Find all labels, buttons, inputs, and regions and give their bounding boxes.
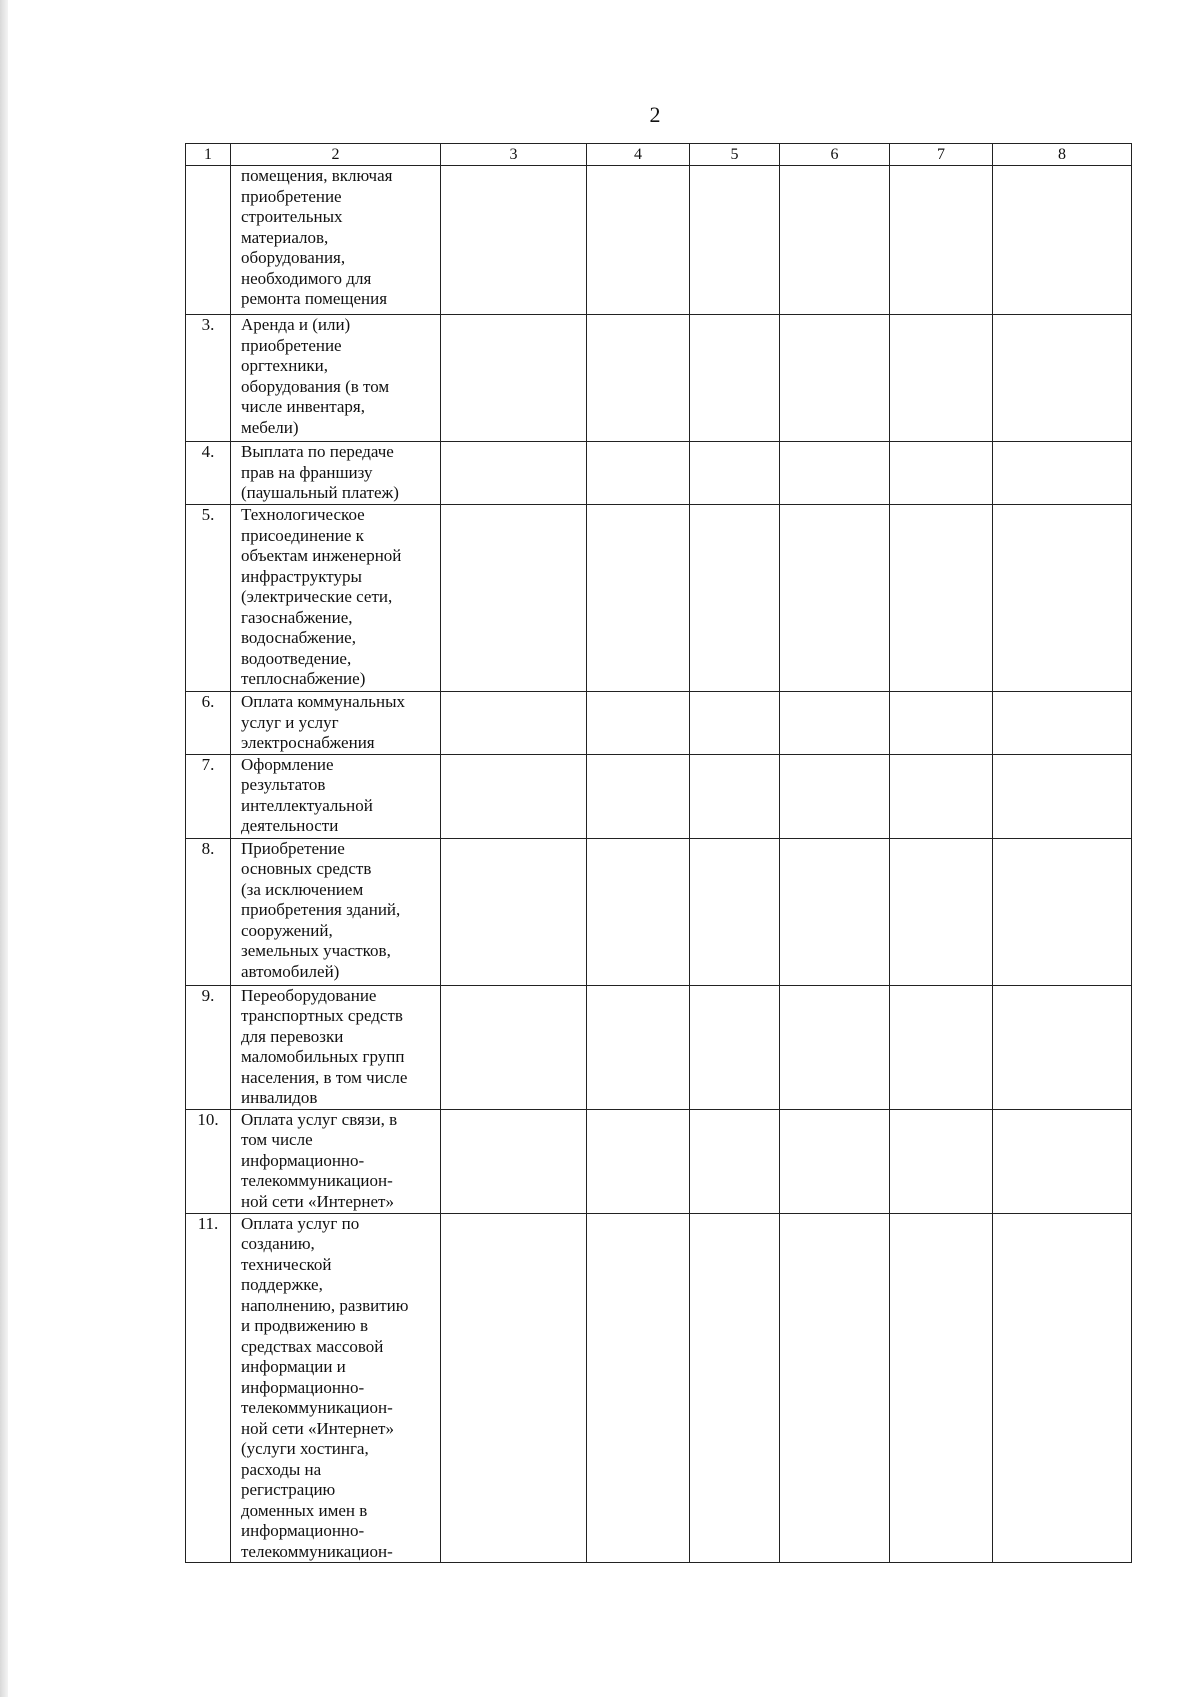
empty-cell bbox=[993, 442, 1132, 505]
empty-cell bbox=[780, 692, 890, 755]
empty-cell bbox=[690, 166, 780, 315]
table-row bbox=[186, 315, 1132, 442]
column-number-cell: 6 bbox=[780, 144, 890, 166]
row-description: Аренда и (или) приобретение оргтехники, оборудования (в том числе инвентаря, мебели) bbox=[231, 315, 441, 442]
empty-cell bbox=[993, 1213, 1132, 1563]
row-number: 5. bbox=[186, 505, 231, 692]
empty-cell bbox=[587, 442, 690, 505]
row-description: Оплата коммунальных услуг и услуг электроснабжения bbox=[231, 692, 441, 755]
empty-cell bbox=[587, 754, 690, 838]
table-row bbox=[186, 505, 1132, 692]
empty-cell bbox=[890, 442, 993, 505]
empty-cell bbox=[690, 692, 780, 755]
row-number: 7. bbox=[186, 754, 231, 838]
column-number-cell: 8 bbox=[993, 144, 1132, 166]
table-row bbox=[186, 1213, 1132, 1563]
page-number: 2 bbox=[649, 102, 661, 127]
empty-cell bbox=[780, 1213, 890, 1563]
empty-cell bbox=[890, 985, 993, 1109]
column-number-cell: 7 bbox=[890, 144, 993, 166]
row-number: 9. bbox=[186, 985, 231, 1109]
empty-cell bbox=[587, 1109, 690, 1213]
empty-cell bbox=[780, 1109, 890, 1213]
empty-cell bbox=[690, 442, 780, 505]
column-number-cell: 2 bbox=[231, 144, 441, 166]
row-description: Приобретение основных средств (за исключением приобретения зданий, сооружений, земельных участков, автомобилей) bbox=[231, 838, 441, 985]
empty-cell bbox=[587, 838, 690, 985]
empty-cell bbox=[441, 315, 587, 442]
row-number bbox=[186, 166, 231, 315]
empty-cell bbox=[780, 166, 890, 315]
row-number: 11. bbox=[186, 1213, 231, 1563]
empty-cell bbox=[690, 315, 780, 442]
scan-left-edge bbox=[0, 0, 8, 1697]
empty-cell bbox=[890, 1213, 993, 1563]
empty-cell bbox=[441, 838, 587, 985]
empty-cell bbox=[993, 315, 1132, 442]
empty-cell bbox=[441, 692, 587, 755]
empty-cell bbox=[690, 1213, 780, 1563]
empty-cell bbox=[690, 985, 780, 1109]
empty-cell bbox=[441, 985, 587, 1109]
row-number: 10. bbox=[186, 1109, 231, 1213]
table-row bbox=[186, 754, 1132, 838]
column-number-cell: 3 bbox=[441, 144, 587, 166]
empty-cell bbox=[890, 838, 993, 985]
empty-cell bbox=[587, 985, 690, 1109]
empty-cell bbox=[890, 754, 993, 838]
row-number: 4. bbox=[186, 442, 231, 505]
table-row bbox=[186, 838, 1132, 985]
table-row bbox=[186, 442, 1132, 505]
empty-cell bbox=[993, 692, 1132, 755]
empty-cell bbox=[780, 442, 890, 505]
empty-cell bbox=[441, 1109, 587, 1213]
empty-cell bbox=[690, 1109, 780, 1213]
table-row bbox=[186, 985, 1132, 1109]
row-number: 8. bbox=[186, 838, 231, 985]
empty-cell bbox=[780, 985, 890, 1109]
row-description: Переоборудование транспортных средств для перевозки маломобильных групп населения, в том числе инвалидов bbox=[231, 985, 441, 1109]
row-number: 3. bbox=[186, 315, 231, 442]
empty-cell bbox=[993, 838, 1132, 985]
column-number-cell: 5 bbox=[690, 144, 780, 166]
empty-cell bbox=[993, 985, 1132, 1109]
empty-cell bbox=[587, 1213, 690, 1563]
empty-cell bbox=[780, 838, 890, 985]
empty-cell bbox=[690, 754, 780, 838]
empty-cell bbox=[890, 315, 993, 442]
row-description: Технологическое присоединение к объектам инженерной инфраструктуры (электрические сети, газоснабжение, водоснабжение, водоотведение, теплоснабжение) bbox=[231, 505, 441, 692]
row-description: Выплата по передаче прав на франшизу (паушальный платеж) bbox=[231, 442, 441, 505]
empty-cell bbox=[441, 754, 587, 838]
empty-cell bbox=[890, 1109, 993, 1213]
row-description: помещения, включая приобретение строительных материалов, оборудования, необходимого для ремонта помещения bbox=[231, 166, 441, 315]
expense-table bbox=[185, 143, 1132, 1563]
empty-cell bbox=[993, 166, 1132, 315]
empty-cell bbox=[690, 838, 780, 985]
empty-cell bbox=[890, 166, 993, 315]
empty-cell bbox=[993, 1109, 1132, 1213]
row-description: Оплата услуг связи, в том числе информационно- телекоммуникацион- ной сети «Интернет» bbox=[231, 1109, 441, 1213]
column-number-cell: 4 bbox=[587, 144, 690, 166]
empty-cell bbox=[587, 505, 690, 692]
empty-cell bbox=[890, 505, 993, 692]
empty-cell bbox=[441, 166, 587, 315]
row-description: Оформление результатов интеллектуальной деятельности bbox=[231, 754, 441, 838]
empty-cell bbox=[441, 442, 587, 505]
empty-cell bbox=[690, 505, 780, 692]
empty-cell bbox=[890, 692, 993, 755]
empty-cell bbox=[780, 505, 890, 692]
empty-cell bbox=[780, 315, 890, 442]
empty-cell bbox=[993, 505, 1132, 692]
column-number-cell: 1 bbox=[186, 144, 231, 166]
table-row bbox=[186, 1109, 1132, 1213]
empty-cell bbox=[780, 754, 890, 838]
empty-cell bbox=[587, 166, 690, 315]
column-number-row bbox=[186, 144, 1132, 166]
empty-cell bbox=[993, 754, 1132, 838]
table-row bbox=[186, 692, 1132, 755]
empty-cell bbox=[587, 315, 690, 442]
empty-cell bbox=[587, 692, 690, 755]
row-number: 6. bbox=[186, 692, 231, 755]
empty-cell bbox=[441, 505, 587, 692]
empty-cell bbox=[441, 1213, 587, 1563]
table-row bbox=[186, 166, 1132, 315]
row-description: Оплата услуг по созданию, технической поддержке, наполнению, развитию и продвижению в средствах массовой информации и информационно- телекоммуникацион- ной сети «Интернет» (услуги хостинга, расходы на регистрацию доменных имен в информационно- телекоммуникацион- bbox=[231, 1213, 441, 1563]
